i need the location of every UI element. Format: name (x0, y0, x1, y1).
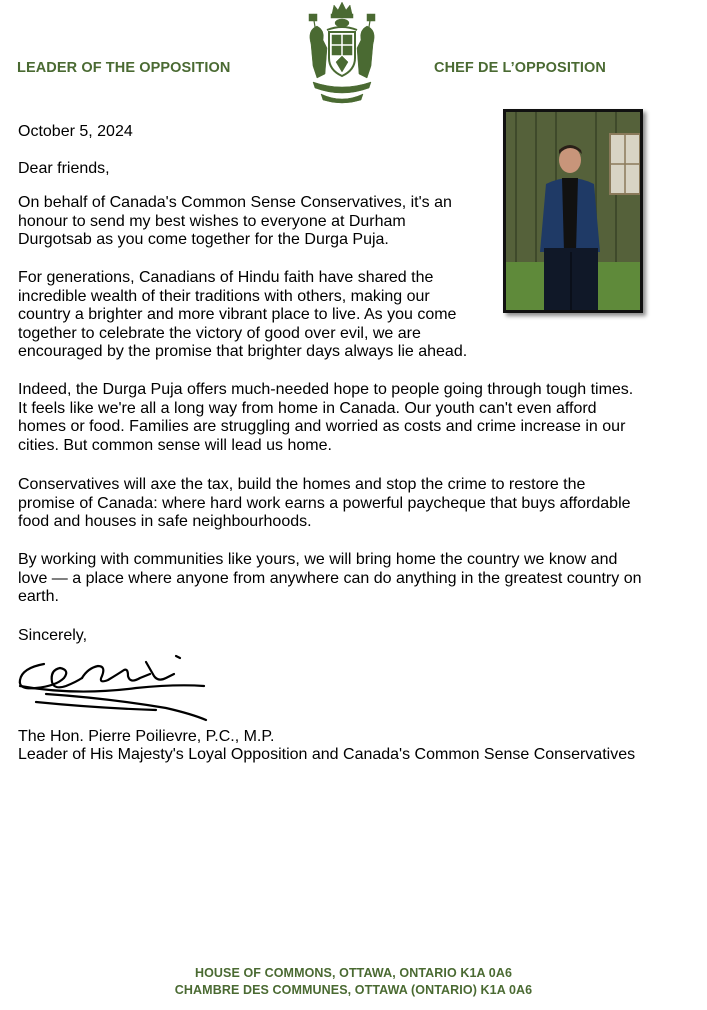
canadian-coat-of-arms-icon (301, 0, 383, 106)
letter-paragraph: On behalf of Canada's Common Sense Conservatives, it's an honour to send my best wishes to everyone at Durham Durgotsab as you come together for the Durga Puja. (18, 194, 452, 249)
letter-date: October 5, 2024 (18, 123, 133, 140)
letterhead-title-french: CHEF DE L’OPPOSITION (434, 60, 606, 76)
letter-paragraph: For generations, Canadians of Hindu faith have shared the incredible wealth of their traditions with others, making our country a brighter and more vibrant place to live. As you come together to celebrate the victory of good over evil, we are encouraged by the promise that brighter days always lie ahead. (18, 269, 468, 361)
footer-address-english: HOUSE OF COMMONS, OTTAWA, ONTARIO K1A 0A6 (194, 966, 513, 980)
signature-icon (16, 648, 212, 726)
letter-paragraph: Indeed, the Durga Puja offers much-needed hope to people going through tough times. It feels like we're all a long way from home in Canada. Our youth can't even afford homes or food. Families are struggling and worried as costs and crime increase in our cities. But common sense will lead us home. (18, 381, 634, 454)
letter-paragraph: Conservatives will axe the tax, build the homes and stop the crime to restore the promise of Canada: where hard work earns a powerful paycheque that buys affordable food and houses in safe neighbourhoods. (18, 476, 631, 531)
letter-greeting: Dear friends, (18, 160, 110, 177)
signer-title: Leader of His Majesty's Loyal Opposition and Canada's Common Sense Conservatives (18, 746, 636, 763)
letterhead-title-english: LEADER OF THE OPPOSITION (17, 60, 231, 76)
footer-address-french: CHAMBRE DES COMMUNES, OTTAWA (ONTARIO) K1A 0A6 (174, 983, 533, 997)
signer-name: The Hon. Pierre Poilievre, P.C., M.P. (18, 728, 275, 745)
letter-closing: Sincerely, (18, 627, 88, 644)
portrait-photo (503, 109, 643, 313)
letter-paragraph: By working with communities like yours, we will bring home the country we know and love — a place where anyone from anywhere can do anything in the greatest country on earth. (18, 551, 642, 606)
